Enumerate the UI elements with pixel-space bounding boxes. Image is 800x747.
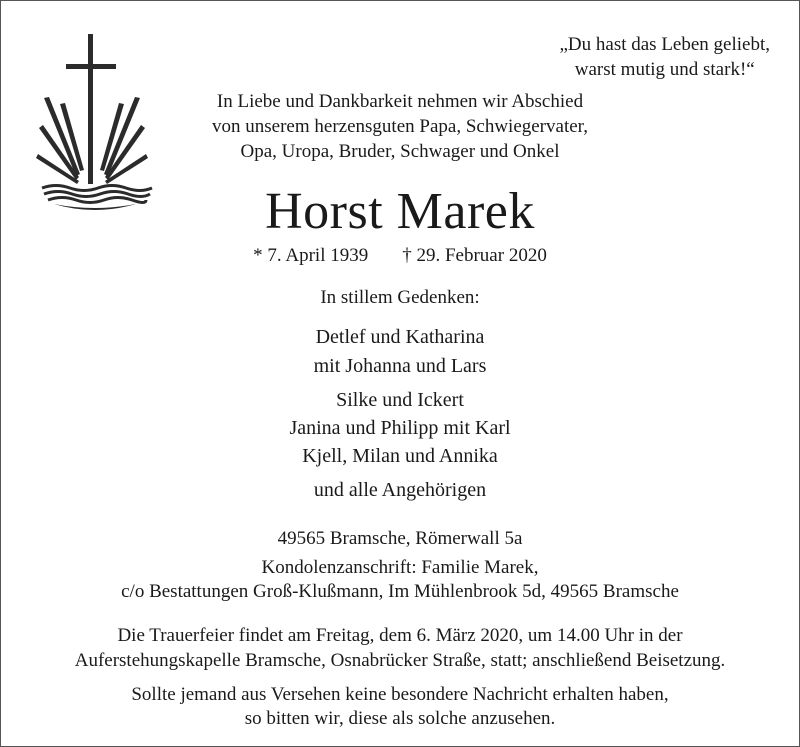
quote — [559, 32, 770, 82]
death-date: † 29. Februar 2020 — [402, 245, 547, 266]
life-dates — [0, 244, 800, 268]
notice-line: Sollte jemand aus Versehen keine besondere Nachricht erhalten haben, — [131, 684, 669, 705]
notice-line: so bitten wir, diese als solche anzusehen. — [244, 708, 556, 729]
mourner-line: Kjell, Milan und Annika — [302, 445, 498, 467]
funeral-info-line: Auferstehungskapelle Bramsche, Osnabrücker Straße, statt; anschließend Beisetzung. — [74, 650, 726, 671]
mourner-line: Silke und Ickert — [336, 389, 464, 411]
deceased-name: Horst Marek — [265, 183, 535, 240]
address: 49565 Bramsche, Römerwall 5a — [277, 528, 523, 549]
quote-line: warst mutig und stark!“ — [574, 59, 755, 80]
condolence-line: c/o Bestattungen Groß-Klußmann, Im Mühlenbrook 5d, 49565 Bramsche — [121, 581, 679, 602]
birth-date: * 7. April 1939 — [253, 245, 369, 266]
intro-line: In Liebe und Dankbarkeit nehmen wir Abschied — [216, 91, 584, 112]
intro-line: Opa, Uropa, Bruder, Schwager und Onkel — [240, 141, 560, 162]
intro-line: von unserem herzensguten Papa, Schwiegervater, — [212, 116, 588, 137]
mourner-line: Detlef und Katharina — [315, 326, 485, 348]
quote-line: „Du hast das Leben geliebt, — [559, 34, 770, 55]
condolence-line: Kondolenzanschrift: Familie Marek, — [261, 557, 539, 578]
mourner-line: und alle Angehörigen — [313, 479, 487, 501]
mourner-line: mit Johanna und Lars — [313, 355, 487, 377]
remembrance-heading: In stillem Gedenken: — [320, 287, 480, 308]
mourner-line: Janina und Philipp mit Karl — [289, 417, 511, 439]
funeral-info-line: Die Trauerfeier findet am Freitag, dem 6. März 2020, um 14.00 Uhr in der — [117, 625, 683, 646]
